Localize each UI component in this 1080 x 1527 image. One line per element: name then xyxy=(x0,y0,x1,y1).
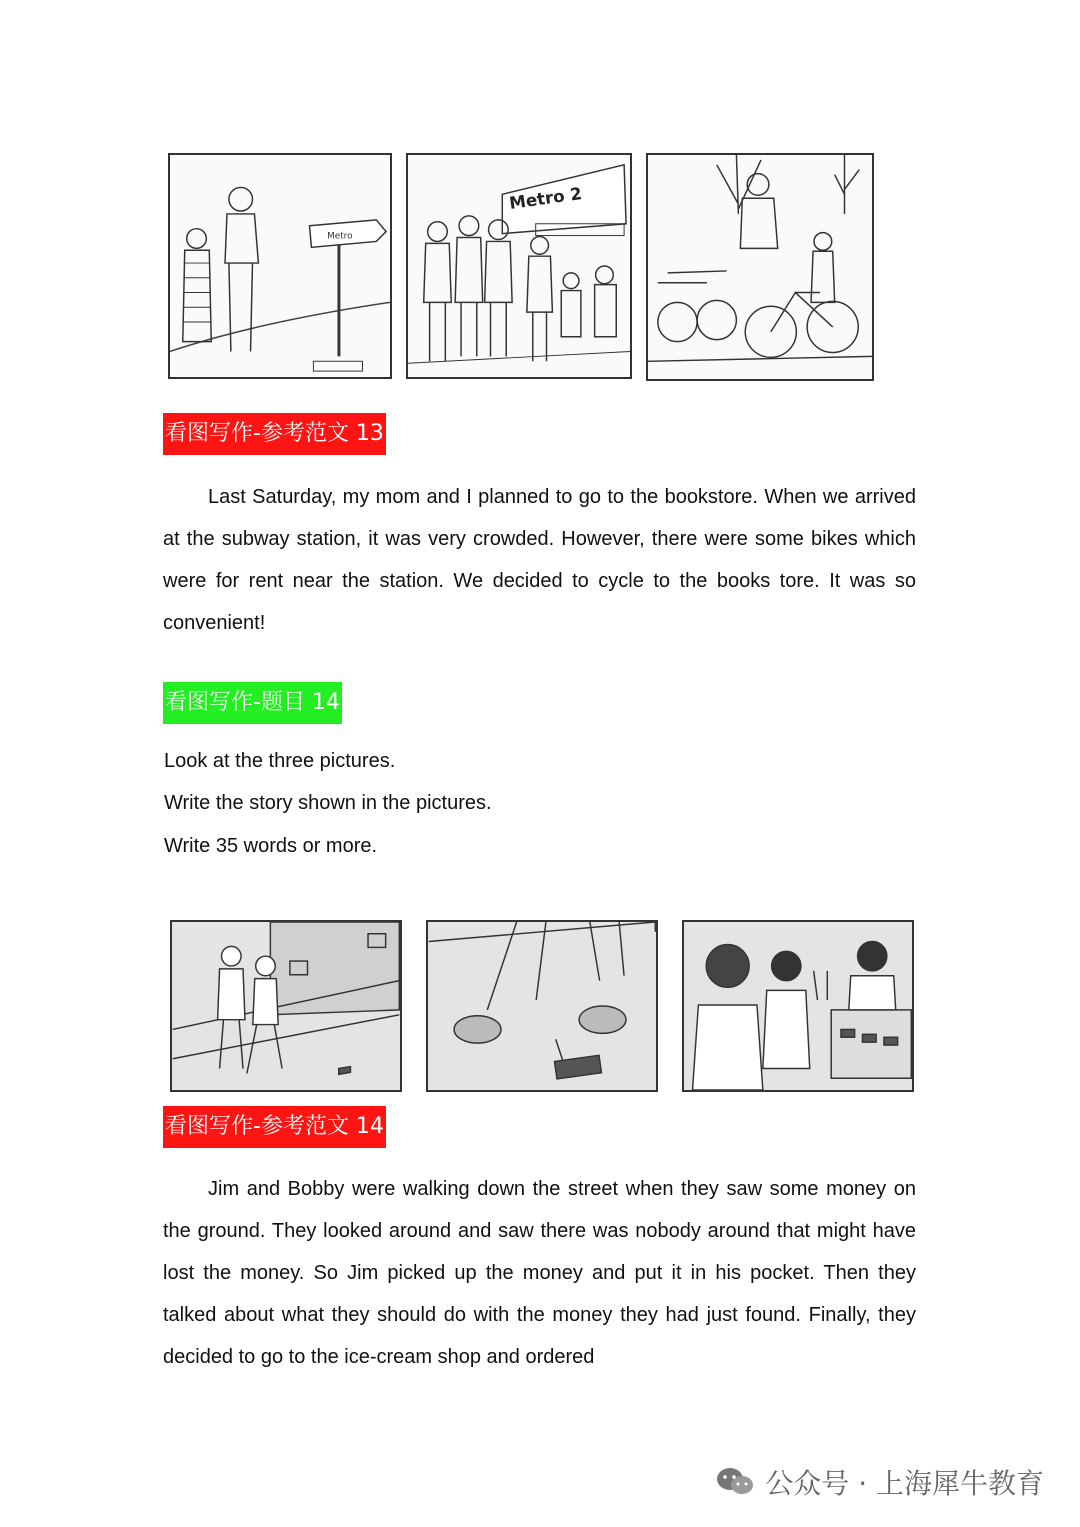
picture-ice-cream-shop xyxy=(682,920,914,1092)
picture-mom-daughter-sign xyxy=(168,153,392,379)
picture-rental-bikes xyxy=(646,153,874,381)
task-14-tag: 看图写作-题目 14 xyxy=(163,682,342,724)
picture-boys-walking xyxy=(170,920,402,1092)
sample-essay-14-tag: 看图写作-参考范文 14 xyxy=(163,1106,386,1148)
picture-crowded-metro xyxy=(406,153,632,379)
footer-account-name: 公众号 · 上海犀牛教育 xyxy=(765,1467,1044,1500)
sample-essay-13: Last Saturday, my mom and I planned to go to the bookstore. When we arrived at the subway station, it was very crowded. However, there were some bikes which were for rent near the station. We decided to cycle to the books tore. It was so convenient! xyxy=(163,486,916,634)
picture-money-on-ground xyxy=(426,920,658,1092)
sign-metro-text: Metro xyxy=(327,231,353,242)
sample-essay-13-tag: 看图写作-参考范文 13 xyxy=(163,413,386,455)
instruction-line-2: Write the story shown in the pictures. xyxy=(164,792,492,814)
sample-essay-14: Jim and Bobby were walking down the street when they saw some money on the ground. They looked around and saw there was nobody around that might have lost the money. So Jim picked up the money and put it in his pocket. Then they talked about what they should do with the money they had just found. Finally, they decided to go to the ice-cream shop and ordered xyxy=(163,1178,916,1368)
instruction-line-1: Look at the three pictures. xyxy=(164,750,396,772)
picture-row-13 xyxy=(168,153,874,381)
wechat-icon xyxy=(715,1466,755,1498)
footer-watermark xyxy=(715,1462,1044,1502)
picture-row-14 xyxy=(170,920,914,1092)
instruction-line-3: Write 35 words or more. xyxy=(164,835,378,857)
metro-station-sign: Metro 2 xyxy=(508,184,584,213)
